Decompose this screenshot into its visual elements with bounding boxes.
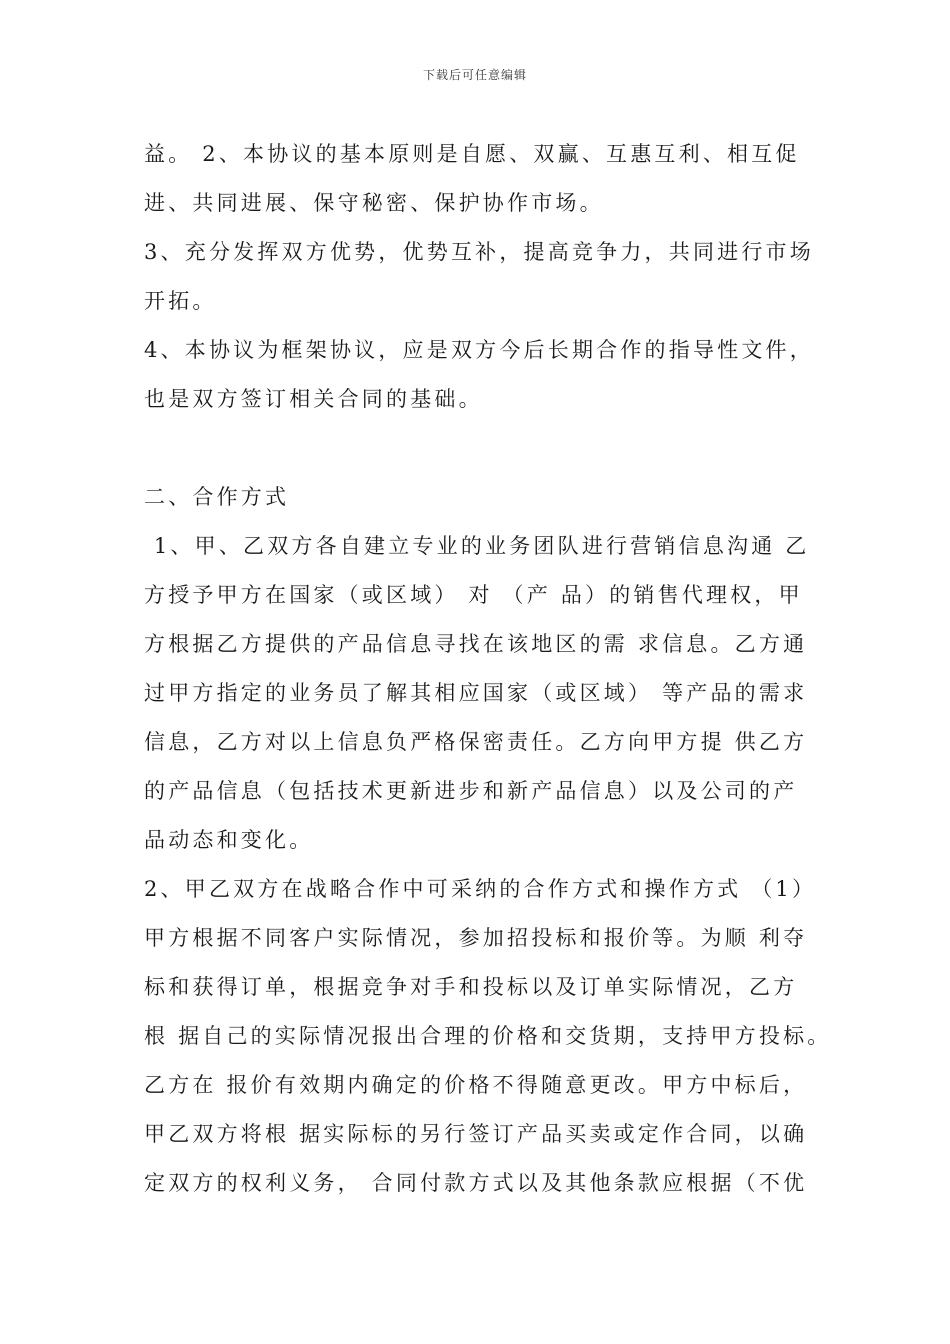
- body-line: 根 据自己的实际情况报出合理的价格和交货期，支持甲方投标。: [144, 1024, 832, 1048]
- body-line: 甲乙双方将根 据实际标的另行签订产品买卖或定作合同，以确: [144, 1122, 808, 1146]
- body-line: 标和获得订单，根据竞争对手和投标以及订单实际情况，乙方: [144, 975, 798, 999]
- body-line: 2、甲乙双方在战略合作中可采纳的合作方式和操作方式 （1）: [144, 877, 817, 901]
- body-line: 4、本协议为框架协议，应是双方今后长期合作的指导性文件，: [144, 338, 814, 362]
- body-line: 开拓。: [144, 289, 217, 313]
- body-line: 甲方根据不同客户实际情况，参加招投标和报价等。为顺 利夺: [144, 926, 808, 950]
- body-line: 的产品信息（包括技术更新进步和新产品信息）以及公司的产: [144, 779, 798, 803]
- body-line: 信息，乙方对以上信息负严格保密责任。乙方向甲方提 供乙方: [144, 730, 808, 754]
- document-body: [144, 130, 844, 1208]
- body-line: 品动态和变化。: [144, 828, 314, 852]
- body-line: 也是双方签订相关合同的基础。: [144, 387, 483, 411]
- body-line: 1、甲、乙双方各自建立专业的业务团队进行营销信息沟通 乙: [144, 534, 810, 558]
- body-line: 方根据乙方提供的产品信息寻找在该地区的需 求信息。乙方通: [144, 632, 808, 656]
- blank-line: [144, 424, 844, 473]
- body-line: 定双方的权利义务， 合同付款方式以及其他条款应根据（不优: [144, 1171, 808, 1195]
- body-line: 方授予甲方在国家（或区域） 对 （产 品）的销售代理权，甲: [144, 583, 803, 607]
- page-header: 下载后可任意编辑: [422, 68, 527, 82]
- body-line: 过甲方指定的业务员了解其相应国家（或区域） 等产品的需求: [144, 681, 808, 705]
- body-line: 乙方在 报价有效期内确定的价格不得随意更改。甲方中标后，: [144, 1073, 808, 1097]
- body-line: 益。 2、本协议的基本原则是自愿、双赢、互惠互利、相互促: [144, 142, 800, 166]
- body-line: 3、充分发挥双方优势，优势互补，提高竞争力，共同进行市场: [144, 240, 814, 264]
- section-heading: 二、合作方式: [144, 485, 290, 509]
- body-line: 进、共同进展、保守秘密、保护协作市场。: [144, 191, 604, 215]
